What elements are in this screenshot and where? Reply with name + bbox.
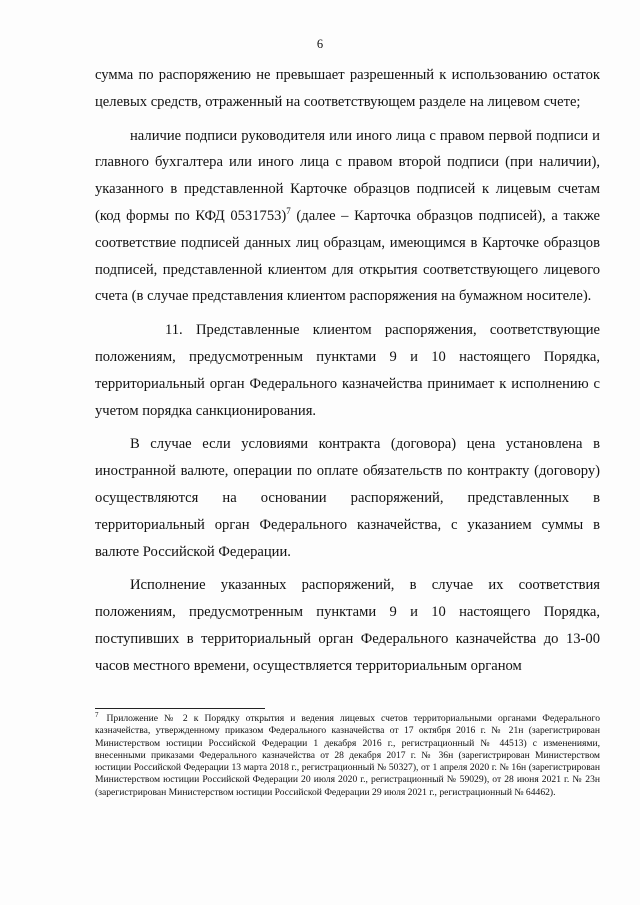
paragraph-amount-condition: сумма по распоряжению не превышает разрешенный к использованию остаток целевых средств, отраженный на соответствующем разделе на лицевом счете; <box>95 67 600 110</box>
paragraph-foreign-currency: В случае если условиями контракта (договора) цена установлена в иностранной валюте, операции по оплате обязательств по контракту (договору) осуществляются на основании распоряжений, представленных в территориальный орган Федерального казначейства, с указанием суммы в валюте Российской Федерации. <box>95 436 600 560</box>
item-number: 11. <box>165 322 183 339</box>
document-body <box>95 62 600 680</box>
footnote-divider <box>95 708 265 709</box>
item-11-text: Представленные клиентом распоряжения, соответствующие положениям, предусмотренным пунктами 9 и 10 настоящего Порядка, территориальный орган Федерального казначейства принимает к исполнению с учетом порядка санкционирования. <box>95 322 600 419</box>
page-number: 6 <box>316 37 324 51</box>
footnote <box>95 710 600 799</box>
paragraph-execution: Исполнение указанных распоряжений, в случае их соответствия положениям, предусмотренным пунктами 9 и 10 настоящего Порядка, поступивших в территориальный орган Федерального казначейства до 13-00 часов местного времени, осуществляется территориальным органом <box>95 577 600 674</box>
footnote-marker: 7 <box>95 710 99 719</box>
paragraph-signature-condition <box>95 123 600 311</box>
signature-condition-text-continued: (далее – Карточка образцов подписей), а также соответствие подписей данных лиц образцам, имеющимся в Карточке образцов подписей, представленной клиентом для открытия соответствующего лицевого счета (в случае представления клиентом распоряжения на бумажном носителе). <box>95 207 600 305</box>
paragraph-item-11 <box>95 317 600 424</box>
signature-condition-text: наличие подписи руководителя или иного лица с правом первой подписи и главного бухгалтера или иного лица с правом второй подписи (при наличии), указанного в представленной Карточке образцов подписей к лицевым счетам (код формы по КФД 0531753) <box>95 127 600 224</box>
footnote-text: Приложение № 2 к Порядку открытия и ведения лицевых счетов территориальными органами Федерального казначейства, утвержденному приказом Федерального казначейства от 17 октября 2016 г. № 21н (зарегистрирован Министерством юстиции Российской Федерации 1 декабря 2016 г., регистрационный № 44513) с изменениями, внесенными приказами Федерального казначейства от 28 декабря 2017 г. № 36н (зарегистрирован Министерством юстиции Российской Федерации 13 марта 2018 г., регистрационный № 50327), от 1 апреля 2020 г. № 16н (зарегистрирован Министерством юстиции Российской Федерации 20 июля 2020 г., регистрационный № 59029), от 28 июня 2021 г. № 23н (зарегистрирован Министерством юстиции Российской Федерации 29 июля 2021 г., регистрационный № 64462). <box>95 713 600 798</box>
footnote-reference: 7 <box>286 206 291 217</box>
